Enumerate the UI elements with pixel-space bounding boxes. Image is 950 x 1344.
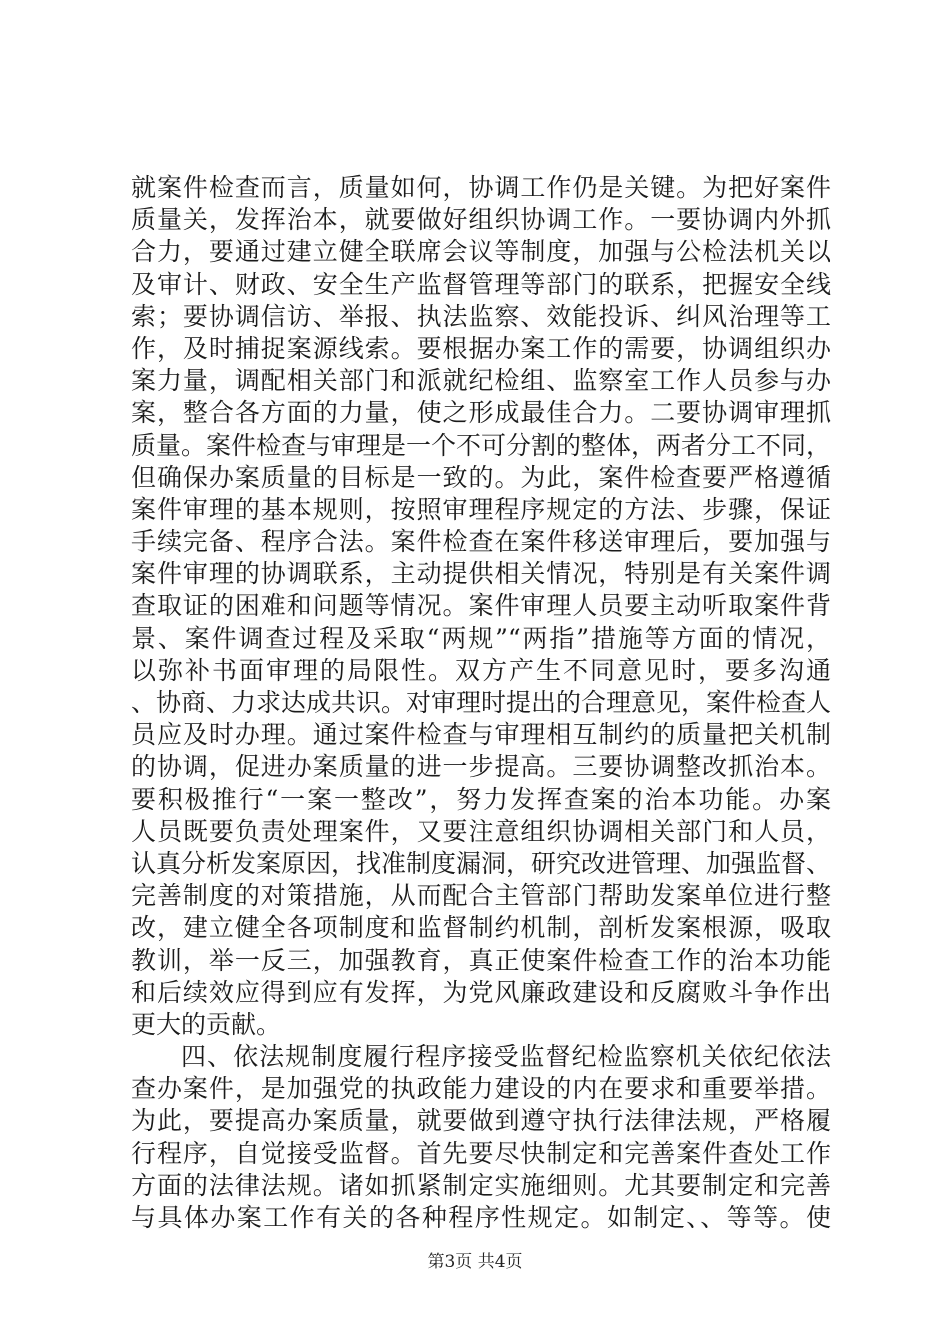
text-line: 案件审理的基本规则，按照审理程序规定的方法、步骤，保证 <box>131 494 831 524</box>
page-footer: 第3页 共4页 <box>427 1252 523 1272</box>
text-line: 但确保办案质量的目标是一致的。为此，案件检查要严格遵循 <box>131 462 831 492</box>
text-line: 方面的法律法规。诸如抓紧制定实施细则。尤其要制定和完善 <box>131 1170 831 1200</box>
text-line: 行程序，自觉接受监督。首先要尽快制定和完善案件查处工作 <box>131 1138 831 1168</box>
text-line: 员应及时办理。通过案件检查与审理相互制约的质量把关机制 <box>131 720 831 750</box>
text-line: 的协调，促进办案质量的进一步提高。三要协调整改抓治本。 <box>131 752 831 782</box>
text-line: 和后续效应得到应有发挥，为党风廉政建设和反腐败斗争作出 <box>131 977 831 1007</box>
text-line: 案件审理的协调联系，主动提供相关情况，特别是有关案件调 <box>131 559 831 589</box>
text-line: 为此，要提高办案质量，就要做到遵守执行法律法规，严格履 <box>131 1106 831 1136</box>
text-line: 景、案件调查过程及采取“两规”“两指”措施等方面的情况， <box>131 623 831 653</box>
text-line: 教训，举一反三，加强教育，真正使案件检查工作的治本功能 <box>131 945 831 975</box>
text-line: 索；要协调信访、举报、执法监察、效能投诉、纠风治理等工 <box>131 301 831 331</box>
text-line: 合力，要通过建立健全联席会议等制度，加强与公检法机关以 <box>131 237 831 267</box>
text-line: 更大的贡献。 <box>131 1009 282 1039</box>
text-line: 、协商、力求达成共识。对审理时提出的合理意见，案件检查人 <box>131 688 832 717</box>
text-line: 改，建立健全各项制度和监督制约机制，剖析发案根源，吸取 <box>131 913 831 943</box>
text-line: 查办案件，是加强党的执政能力建设的内在要求和重要举措。 <box>131 1074 831 1104</box>
text-line: 质量关，发挥治本，就要做好组织协调工作。一要协调内外抓 <box>131 205 831 235</box>
text-line: 就案件检查而言，质量如何，协调工作仍是关键。为把好案件 <box>131 173 831 202</box>
text-line: 及审计、财政、安全生产监督管理等部门的联系，把握安全线 <box>131 269 831 299</box>
text-line: 手续完备、程序合法。案件检查在案件移送审理后，要加强与 <box>131 527 831 557</box>
section-heading-line: 四、依法规制度履行程序接受监督纪检监察机关依纪依法 <box>181 1042 831 1072</box>
text-line: 人员既要负责处理案件，又要注意组织协调相关部门和人员， <box>131 816 831 846</box>
text-line: 要积极推行“一案一整改”，努力发挥查案的治本功能。办案 <box>131 784 831 814</box>
text-line: 质量。案件检查与审理是一个不可分割的整体，两者分工不同， <box>131 430 832 460</box>
text-line: 认真分析发案原因，找准制度漏洞，研究改进管理、加强监督、 <box>131 848 832 878</box>
document-body <box>131 172 831 1234</box>
text-line: 案，整合各方面的力量，使之形成最佳合力。二要协调审理抓 <box>131 398 831 428</box>
text-line: 查取证的困难和问题等情况。案件审理人员要主动听取案件背 <box>131 591 831 621</box>
text-line: 与具体办案工作有关的各种程序性规定。如制定、、等等。使 <box>131 1203 831 1232</box>
text-line: 作，及时捕捉案源线索。要根据办案工作的需要，协调组织办 <box>131 333 831 363</box>
text-line: 案力量，调配相关部门和派就纪检组、监察室工作人员参与办 <box>131 366 831 396</box>
text-line: 完善制度的对策措施，从而配合主管部门帮助发案单位进行整 <box>131 881 831 911</box>
text-line: 以弥补书面审理的局限性。双方产生不同意见时，要多沟通 <box>131 655 831 685</box>
